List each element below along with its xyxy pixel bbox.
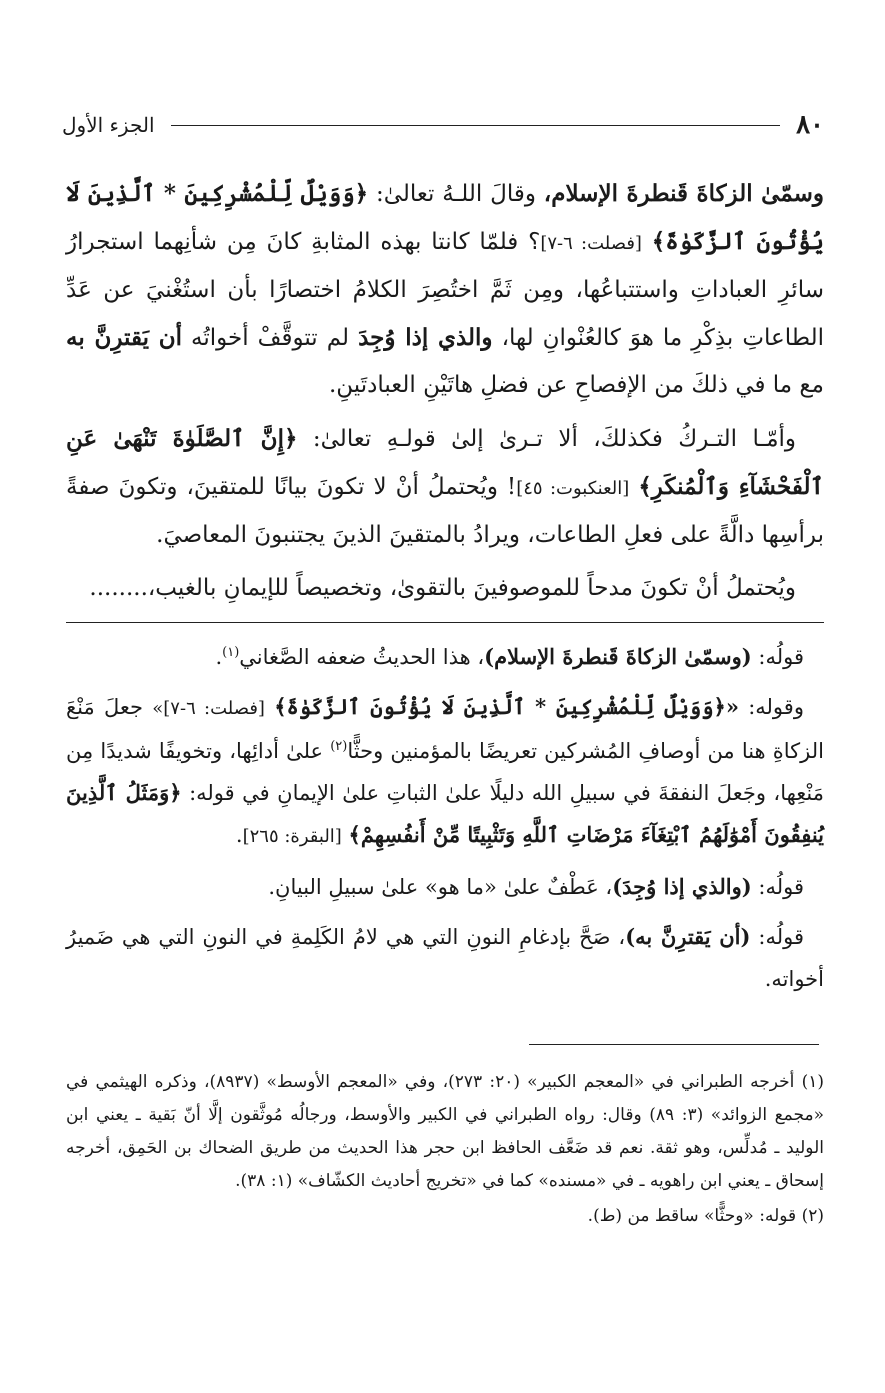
main-text bbox=[66, 170, 824, 618]
commentary-text: جعلَ مَنْعَ الزكاةِ هنا من أوصافِ المُشركين تعريضًا بالمؤمنين وحثًّا bbox=[66, 695, 824, 763]
commentary-text: . bbox=[215, 645, 223, 669]
commentary-quote: (أن يَقترِنَّ به) bbox=[625, 924, 751, 949]
main-text-span: ! ويُحتملُ أنْ لا تكونَ بيانًا للمتقينَ، وتكونَ صفةً برأسِها دالَّةً على فعلِ الطاعات، ويرادُ بالمتقينَ الذينَ يجتنبونَ المعاصيَ. bbox=[66, 474, 824, 548]
main-text-span: مع ما في ذلكَ من الإفصاحِ عن فضلِ هاتَيْنِ العبادتَينِ. bbox=[328, 372, 824, 398]
verse-reference: [فصلت: ٦-٧] bbox=[540, 233, 642, 254]
commentary-text: ، هذا الحديثُ ضعفه الصَّغاني bbox=[239, 645, 485, 669]
header-rule bbox=[171, 125, 781, 126]
main-paragraph-1 bbox=[66, 170, 824, 409]
commentary-paragraph-1 bbox=[66, 636, 824, 678]
commentary-label: قولُه: bbox=[758, 925, 805, 949]
verse-reference: [العنكبوت: ٤٥] bbox=[516, 478, 630, 499]
footnote-separator bbox=[529, 1044, 819, 1045]
commentary-label: قولُه: bbox=[758, 875, 804, 899]
commentary-paragraph-4 bbox=[66, 916, 824, 1000]
footnote-marker[interactable]: (١) bbox=[222, 645, 240, 660]
footnotes-section bbox=[66, 1066, 824, 1235]
quran-verse: ﴿وَمَثَلُ ٱلَّذِينَ يُنفِقُونَ أَمْوَٰلَهُمُ ٱبْتِغَآءَ مَرْضَاتِ ٱللَّهِ وَتَثْبِيتًا مِّنْ أَنفُسِهِمْ﴾ bbox=[66, 780, 824, 847]
commentary-paragraph-3 bbox=[66, 866, 824, 908]
main-text-span: وأمّـا التـركُ فكذلكَ، ألا تـرىٰ إلىٰ قولـهِ تعالىٰ: bbox=[312, 426, 797, 452]
commentary-label: وقوله: bbox=[748, 695, 804, 719]
footnote-marker[interactable]: (٢) bbox=[330, 739, 348, 754]
commentary-section bbox=[66, 636, 824, 1008]
quran-verse: ﴿إِنَّ ٱلصَّلَوٰةَ تَنْهَىٰ عَنِ ٱلْفَحْشَآءِ وَٱلْمُنكَرِ﴾ bbox=[66, 425, 825, 500]
main-lead-phrase: وسمّىٰ الزكاةَ قَنطرةَ الإسلام، bbox=[543, 180, 824, 207]
main-text-span: ؟ فلمّا كانتا بهذه المثابةِ كانَ مِن شأنِهما استجرارُ سائرِ العباداتِ واستتباعُها، ومِن ثَمَّ اختُصِرَ الكلامُ اختصارًا بأن استُغْنيَ عن عَدِّ الطاعاتِ بذِكْرِ ما هوَ كالعُنْوانِ لها، bbox=[66, 229, 825, 351]
footnote-2: (٢) قوله: «وحثًّا» ساقط من (ط). bbox=[587, 1206, 824, 1226]
commentary-paragraph-2 bbox=[66, 686, 824, 858]
part-title: الجزء الأول bbox=[62, 113, 155, 137]
commentary-label: قولُه: bbox=[758, 645, 804, 669]
main-bold-phrase: والذي إذا وُجِدَ bbox=[358, 324, 493, 351]
quran-verse: «﴿وَوَيْلٌ لِّلْمُشْرِكِينَ * ٱلَّذِينَ لَا يُؤْتُونَ ٱلزَّكَوٰةَ﴾ bbox=[274, 694, 739, 719]
page-header bbox=[62, 108, 824, 142]
footnote-1: (١) أخرجه الطبراني في «المعجم الكبير» (٢٠: ٢٧٣)، وفي «المعجم الأوسط» (٨٩٣٧)، وذكره الهيثمي في «مجمع الزوائد» (٣: ٨٩) وقال: رواه الطبراني في الكبير والأوسط، ورجالُه مُوثَّقون إلَّا أنّ بَقية ـ يعني ابن الوليد ـ مُدلِّس، وهو ثقة. نعم قد ضَعَّف الحافظ ابن حجر هذا الحديث من طريق الضحاك بن الحَمِق، أخرجه إسحاق ـ يعني ابن راهويه ـ في «مسنده» كما في «تخريج أحاديث الكشّاف» (١: ٣٨). bbox=[66, 1072, 824, 1191]
commentary-text: ، عَطْفٌ علىٰ «ما هو» علىٰ سبيلِ البيانِ. bbox=[268, 875, 613, 899]
quran-verse: ﴿وَوَيْلٌ لِّلْمُشْرِكِينَ * ٱلَّذِينَ لَا يُؤْتُونَ ٱلزَّكَوٰةَ﴾ bbox=[66, 180, 824, 255]
verse-reference: [البقرة: ٢٦٥] bbox=[242, 826, 342, 847]
main-text-span: ويُحتملُ أنْ تكونَ مدحاً للموصوفينَ بالتقوىٰ، وتخصيصاً للإيمانِ بالغيب،........ bbox=[89, 575, 796, 601]
main-text-span: لم تتوقَّفْ أخواتُه bbox=[191, 325, 350, 351]
page-number: ٨٠ bbox=[796, 110, 824, 140]
main-paragraph-3 bbox=[66, 565, 824, 612]
main-text-span: وقالَ اللـهُ تعالىٰ: bbox=[375, 181, 536, 207]
main-bold-phrase: أن يَقترِنَّ به bbox=[66, 324, 183, 351]
commentary-text: . bbox=[235, 823, 243, 847]
commentary-text: ، صَحَّ بإدغامِ النونِ التي هي لامُ الكَلِمةِ في النونِ التي هي ضَميرُ أخواته. bbox=[66, 925, 824, 991]
commentary-quote: (وسمّىٰ الزكاةَ قَنطرةَ الإسلام) bbox=[484, 644, 752, 669]
commentary-quote: (والذي إذا وُجِدَ) bbox=[612, 874, 752, 899]
main-paragraph-2 bbox=[66, 415, 824, 559]
commentary-separator bbox=[66, 622, 824, 623]
verse-reference: [فصلت: ٦-٧]» bbox=[152, 698, 265, 719]
commentary-text: علىٰ أدائِها، وتخويفًا شديدًا مِن مَنْعِها، وجَعلَ النفقةَ في سبيلِ الله دليلًا علىٰ الثباتِ علىٰ الإيمانِ في قوله: bbox=[66, 739, 824, 805]
